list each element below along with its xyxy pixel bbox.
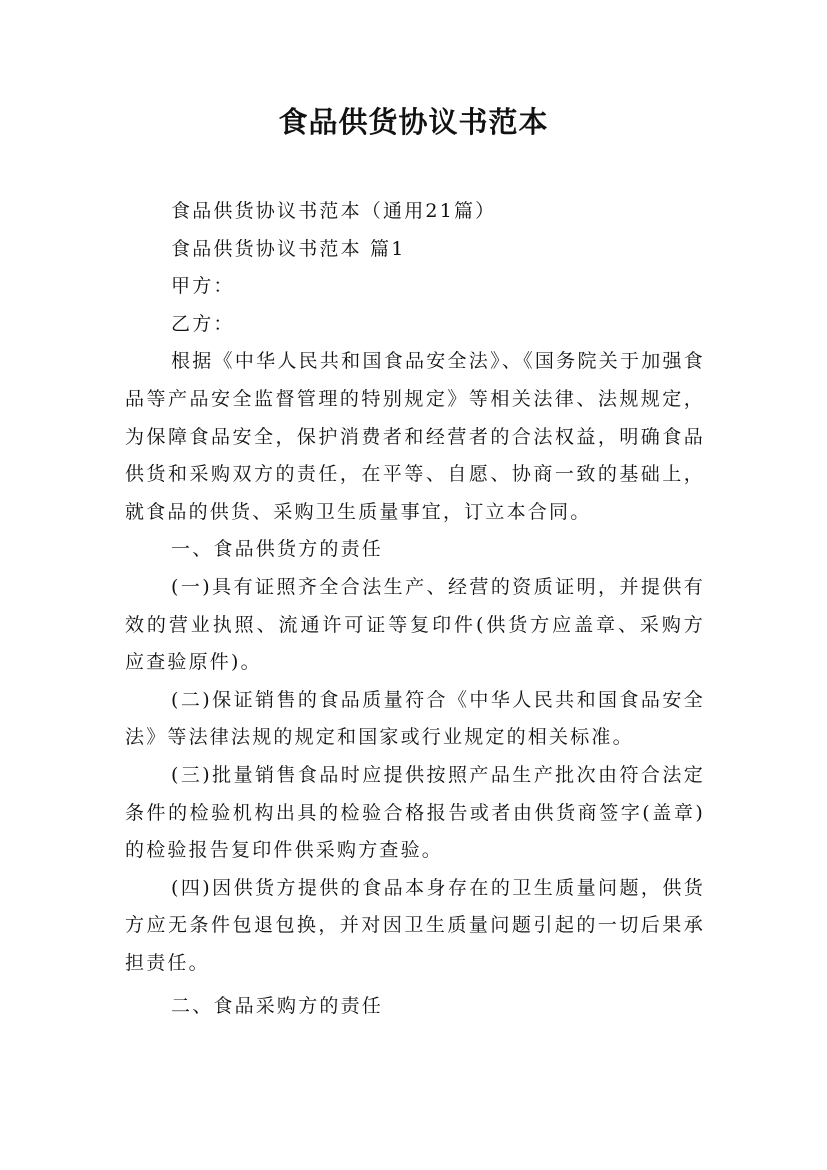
paragraph-heading: 食品供货协议书范本（通用21篇） bbox=[171, 200, 497, 222]
paragraph-supplier-duties-heading: 一、食品供货方的责任 bbox=[171, 538, 384, 561]
paragraph-section-title: 食品供货协议书范本 篇1 bbox=[171, 237, 406, 260]
paragraph-party-b: 乙方： bbox=[171, 312, 235, 335]
paragraph-clause-4: (四)因供货方提供的食品本身存在的卫生质量问题，供货方应无条件包退包换，并对因卫生质量问题引起的一切后果承担责任。 bbox=[125, 876, 705, 974]
paragraph-party-a: 甲方： bbox=[171, 275, 235, 298]
paragraph-clause-2: (二)保证销售的食品质量符合《中华人民共和国食品安全法》等法律法规的规定和国家或行业规定的相关标准。 bbox=[125, 688, 705, 749]
paragraph-preamble: 根据《中华人民共和国食品安全法》、《国务院关于加强食品等产品安全监督管理的特别规定》等相关法律、法规规定，为保障食品安全，保护消费者和经营者的合法权益，明确食品供货和采购双方的责任，在平等、自愿、协商一致的基础上，就食品的供货、采购卫生质量事宜，订立本合同。 bbox=[125, 350, 705, 523]
document-title: 食品供货协议书范本 bbox=[278, 105, 549, 139]
paragraph-clause-1: (一)具有证照齐全合法生产、经营的资质证明，并提供有效的营业执照、流通许可证等复印件(供货方应盖章、采购方应查验原件)。 bbox=[125, 575, 705, 674]
document-body bbox=[125, 193, 705, 1026]
paragraph-purchaser-duties-heading: 二、食品采购方的责任 bbox=[171, 995, 384, 1018]
paragraph-clause-3: (三)批量销售食品时应提供按照产品生产批次由符合法定条件的检验机构出具的检验合格报告或者由供货商签字(盖章)的检验报告复印件供采购方查验。 bbox=[125, 763, 705, 862]
